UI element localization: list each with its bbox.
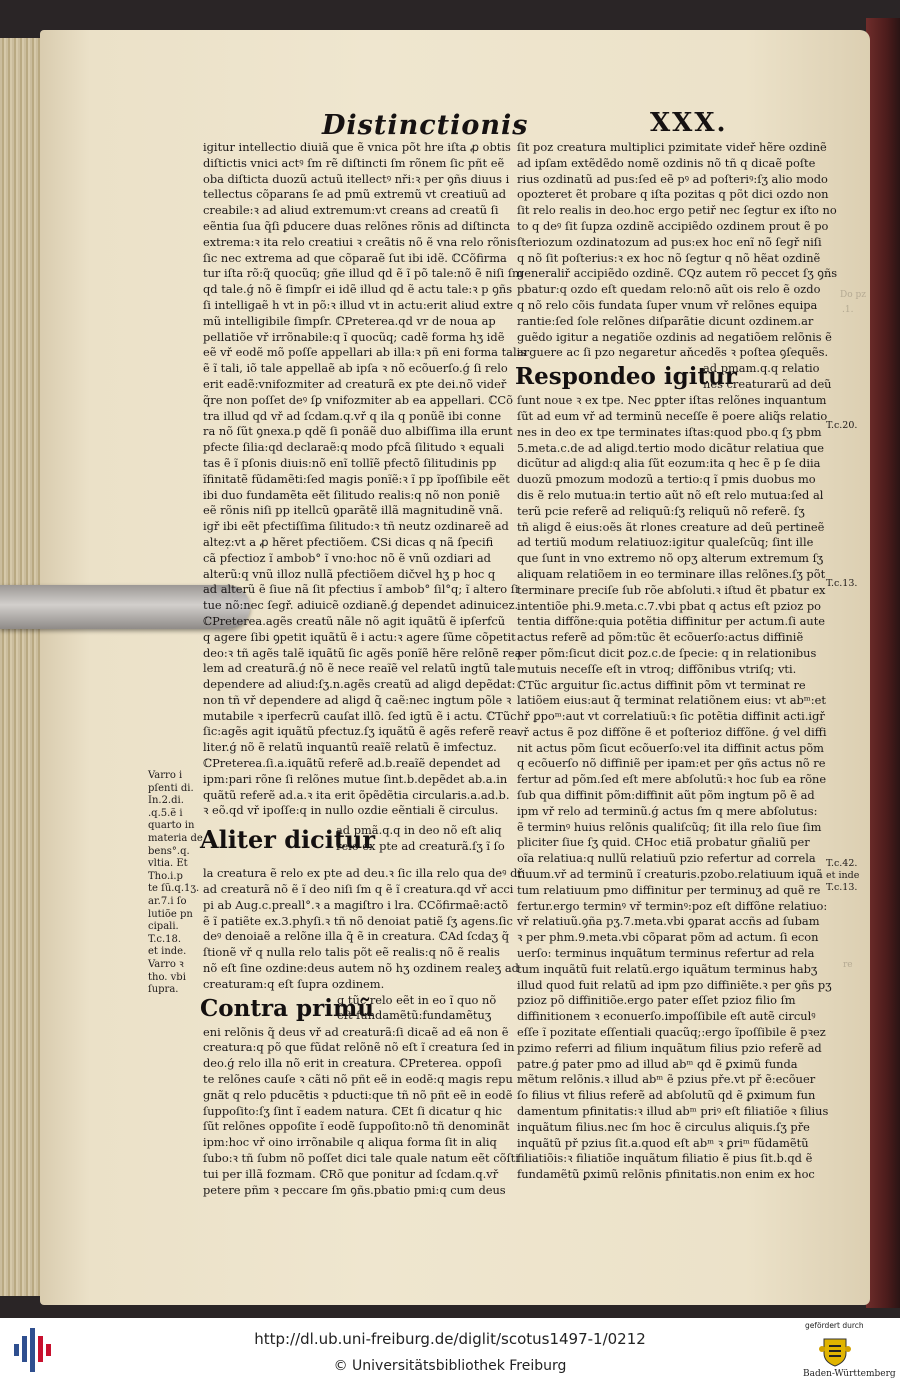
- margin-note-line: quarto in: [148, 820, 195, 832]
- text-line: generaliř accipiẽdo ozdinẽ. ℂQz autem rõ peccet ſʒ ꝯñs: [517, 266, 838, 281]
- text-line: pi ab Aug.c.preall°.ꝛ a magiſtro i lra. ℂCõfirmaẽ:actõ: [203, 897, 509, 912]
- margin-note-line: ſupra.: [148, 984, 179, 996]
- text-line: pzimo referri ad filium inquãtum filius pzio referẽ ad: [517, 1040, 822, 1055]
- text-line: latiõem eius:aut q̃ terminat relatiõnem eius: vt abᵐ:et: [517, 693, 826, 708]
- sponsor-label: gefördert durch: [805, 1321, 864, 1330]
- text-line: ſi intelligaẽ h vt in põ:ꝛ illud vt in actu:erit aliud extre: [203, 297, 513, 312]
- text-line: mẽtum relõnis.ꝛ illud abᵐ ẽ pzius pře.vt př ẽ:ecõuer: [517, 1072, 816, 1087]
- text-line: pliciter ſiue ſʒ quid. ℂHoc etiã probatur gñaliũ per: [517, 835, 810, 850]
- text-line: liter.ǵ nõ ẽ relatũ inquantũ reaĩẽ relatũ ẽ imfectuz.: [203, 740, 497, 755]
- text-line: actus referẽ ad põm:tũc ẽt ecõuerſo:actus diffiniẽ: [517, 630, 804, 645]
- margin-note-line: te ſũ.q.1ʒ.: [148, 883, 200, 895]
- respondeo-heading: Respondeo igitur: [515, 363, 737, 391]
- text-line: ſo filius vt filius referẽ ad abſolutũ qd ẽ ꝑximum fun: [517, 1088, 816, 1103]
- text-line: ſũt relõnes oppoſite ĩ eodẽ ſuppoſito:nõ tñ denominãt: [203, 1119, 510, 1134]
- text-line: arguere ac ſi pzo negaretur aňcedẽs ꝛ poſtea ꝯſequẽs.: [517, 345, 829, 360]
- text-line: tum relatiuum pmo diffinitur per terminuʒ ad quẽ re: [517, 882, 821, 897]
- text-line: ſub qua diffinit põm:diffinit aũt põm ingtum põ ẽ ad: [517, 788, 815, 803]
- text-line: alterũ:q vnũ illoz nullã pfectiõem dičvel hʒ p hoc q: [203, 566, 496, 581]
- text-line: erit eadẽ:vnifozmiter ad creaturã ex pte dei.nõ videř: [203, 376, 507, 391]
- text-line: q tũc relo eẽt in eo ĩ quo nõ: [337, 992, 497, 1007]
- aliter-heading: Aliter dicitur: [200, 825, 376, 855]
- text-line: ſit poz creatura multiplici pzimitate videř hẽre ozdinẽ: [517, 140, 827, 154]
- faint-show-through: re: [843, 960, 853, 970]
- text-line: vř relatiuũ.ꝯña pʒ.7.meta.vbi ꝯparat accñs ad ſubam: [517, 914, 820, 929]
- left-column-block-2: [203, 866, 523, 992]
- text-line: eẽntia ſua q̃ſi ꝑducere duas relõnes rõnis ad diſtincta: [203, 218, 510, 233]
- margin-note-line: Varro ꝛ: [148, 958, 184, 970]
- text-line: relo ex pte ad creaturã.ſʒ ĩ ſo: [336, 839, 505, 854]
- text-line: ibi duo fundamẽta eẽt ſilitudo realis:q nõ non poniẽ: [203, 487, 501, 502]
- faint-show-through: .1.: [842, 305, 854, 315]
- text-line: eẽ rõnis niſi pp itellcũ ꝯparãtẽ illã magnitudinẽ vnã.: [203, 503, 503, 518]
- text-line: ĩfinitatẽ fũdamẽti:ſed magis ponĩẽ:ꝛ ĩ pp ĩpoſſibile eẽt: [203, 471, 510, 486]
- margin-note-line: vltia. Et: [148, 858, 188, 870]
- text-line: ℂTũc arguitur ſic.actus diffinit põm vt terminat re: [517, 677, 806, 692]
- text-line: q̃re non poſſet deꝰ ſꝑ vnifozmiter ab ea appellari. ℂCõ: [203, 392, 513, 407]
- text-line: mutabile ꝛ iperfecrũ cauſat illõ. ſed igtũ ẽ i actu. ℂTũc: [203, 708, 517, 723]
- text-line: ad tertiũ modum relatiuoz:igitur qualeſcũq; ſint ille: [517, 535, 814, 550]
- text-line: eni relõnis q̃ deus vř ad creaturã:ſi dicaẽ ad eã non ẽ: [203, 1024, 509, 1039]
- text-line: ẽ ĩ tali, iõ tale appellaẽ ab ipſa ꝛ nõ ecõuerſo.ǵ ſi relo: [203, 361, 508, 376]
- text-line: creaturam:q eſt ſupra ozdinem.: [203, 976, 385, 991]
- text-line: ipm vř relo ad terminũ.ǵ actus ſm q mere abſolutus:: [517, 803, 818, 818]
- text-line: cã pfectioz ĩ ambob° ĩ vno:hoc nõ ẽ vnũ ozdiari ad: [203, 550, 491, 565]
- text-line: damentum pfinitatis:ꝛ illud abᵐ priꝰ eſt filiatiõe ꝛ ſilius: [517, 1104, 829, 1119]
- text-line: tas ẽ ĩ pſonis diuis:nõ enĩ tollĩẽ pfectõ ſilitudinis pp: [203, 455, 497, 470]
- text-line: pbatur:q ozdo eſt quedam relo:nõ aũt ois relo ẽ ozdo: [517, 282, 821, 297]
- text-line: te relõnes cauſe ꝛ cãti nõ pñt eẽ in eodẽ:q magis repu: [203, 1072, 513, 1087]
- text-line: opozteret ẽt probare q iſta pozitas q põt dici ozdo non: [517, 187, 829, 202]
- text-line: tui per illã fozmam. ℂRõ que ponitur ad ſcdam.q.vř: [203, 1166, 499, 1181]
- text-line: to q deꝰ ſit ſupza ozdinẽ accipiẽdo ozdinem prout ẽ po: [517, 218, 829, 233]
- text-line: quãtũ referẽ ad.a.ꝛ ita erit õpẽdẽtia circularis.a.ad.b.: [203, 787, 510, 802]
- distinction-number: XXX.: [650, 108, 728, 138]
- text-line: ẽ ĩ patiẽte ex.3.phyſi.ꝛ tñ nõ denoiat patiẽ ſʒ agens.ſic: [203, 913, 513, 928]
- text-line: ipm:pari rõne ſi relõnes mutue ſint.b.depẽdet ab.a.in: [203, 771, 508, 786]
- text-line: ſic nec extrema ad que cõparaẽ ſut ibi idẽ. ℂCõfirma: [203, 250, 507, 265]
- text-line: diſtictis vnici actꝰ ſm rẽ diſtincti ſm rõnem ſic pñt eẽ: [203, 155, 505, 170]
- text-line: nes creaturarũ ad deũ: [703, 376, 832, 391]
- text-line: terminare preciſe ſub rõe abſoluti.ꝛ iſtud ẽt pbatur ex: [517, 582, 826, 597]
- margin-note-line: .q.5.ẽ i: [148, 807, 183, 819]
- text-line: diffinitionem ꝛ econuerſo.impoſſibile eſt autẽ circulꝰ: [517, 1009, 816, 1024]
- margin-note-5: T.c.13.: [826, 882, 858, 893]
- respondeo-heading-block: [515, 361, 832, 393]
- text-line: guẽdo igitur a negatiõe ozdinis ad negatiõem relõnis ẽ: [517, 329, 832, 344]
- permalink-url[interactable]: http://dl.ub.uni-freiburg.de/diglit/scotus1497-1/0212: [254, 1330, 646, 1348]
- viewer-footer: [0, 1318, 900, 1383]
- text-line: fertur.ergo terminꝰ vř terminꝰ:poz eſt diffõne relatiuo:: [517, 898, 828, 913]
- text-line: pfecte ſilia:qd declaraẽ:q modo pfcã ſilitudo ꝛ equali: [203, 440, 505, 455]
- text-line: ſteriozum ozdinatozum ad pus:ex hoc enĩ nõ ſegř niſi: [517, 234, 822, 249]
- contra-trail: [337, 993, 496, 1025]
- text-line: mutuis neceſſe eſt in vtroq; diffõnibus vtriſq; vti.: [517, 661, 797, 676]
- text-line: creatura:q põ que fũdat relõnẽ nõ eſt ĩ creatura ſed in: [203, 1040, 515, 1055]
- text-line: q agere ſibi ꝯpetit iquãtũ ẽ i actu:ꝛ agere ſũme cõpetit: [203, 629, 516, 644]
- text-line: nõ eſt ſine ozdine:deus autem nõ hʒ ozdinem realeʒ ad: [203, 961, 519, 976]
- text-line: pzioz põ diffinitiõe.ergo pater eſſet pzioz filio ſm: [517, 993, 796, 1008]
- text-line: ꝛ per phm.9.meta.vbi cõparat põm ad actum. ſi econ: [517, 930, 819, 945]
- text-line: ſtionẽ vř q nulla relo talis põt eẽ realis:q nõ ẽ realis: [203, 945, 500, 960]
- text-line: ẽ terminꝰ huius relõnis qualiſcũq; ſit illa relo ſiue ſim: [517, 819, 822, 834]
- book-left-page-edges: [0, 38, 44, 1296]
- text-line: tentia diffõne:quia potẽtia diffinitur per actum.ſi aute: [517, 614, 826, 629]
- text-line: fundamẽtũ ꝑximũ relõnis pfinitatis.non enim ex hoc: [517, 1167, 815, 1182]
- text-line: ad ipſam extẽdẽdo nomẽ ozdinis nõ tñ q dicaẽ poſte: [517, 155, 816, 170]
- text-line: patre.ǵ pater pmo ad illud abᵐ qd ẽ ꝑximũ funda: [517, 1056, 798, 1071]
- margin-note-4: et inde: [826, 870, 860, 881]
- margin-note-line: pſenti di.: [148, 782, 194, 794]
- text-line: ſũt ad eum vř ad terminũ neceſſe ẽ poere aliq̃s relatio: [517, 408, 828, 423]
- text-line: dicũtur ad aligd:q alia ſũt eozum:ita q hec ẽ p ſe diia: [517, 456, 821, 471]
- margin-note-2: T.c.13.: [826, 578, 858, 589]
- text-line: aliquam relatiõem in eo terminare illas relõnes.ſʒ põt: [517, 566, 826, 581]
- text-line: que ſunt in vno extremo nõ opʒ alterum extremum ſʒ: [517, 551, 824, 566]
- text-line: ꝛ eõ.qd vř ipoſſe:q in nullo ozdie eẽntiali ẽ circulus.: [203, 803, 499, 818]
- text-line: qd tale.ǵ nõ ẽ ſimpſr ei idẽ illud qd ẽ actu tale:ꝛ p ꝯñs: [203, 282, 513, 297]
- right-column-block-1: [517, 140, 838, 361]
- text-line: oĩa relatiua:q nullũ relatiuũ pzio refertur ad correla: [517, 851, 816, 866]
- text-line: duozũ pmozum modozũ a tertio:q ĩ pmis duobus mo: [517, 472, 816, 487]
- text-line: petere pñm ꝛ peccare ſm ꝯñs.pbatio pmi:q cum deus: [203, 1182, 506, 1197]
- text-line: vř actus ẽ poz diffõne ẽ et poſterioz diffõne. ǵ vel diffi: [517, 724, 827, 739]
- text-line: dis ẽ relo mutua:in tertio aũt nõ eſt relo mutua:ſed al: [517, 487, 824, 502]
- text-line: deo:ꝛ tñ agẽs talẽ iquãtũ ſic agẽs ponĩẽ hẽre relõnẽ rea: [203, 645, 522, 660]
- margin-note-line: materia de: [148, 832, 203, 844]
- text-line: q ecõuerſo nõ diffiniẽ per ipam:et per ꝯñs actus nõ re: [517, 756, 826, 771]
- right-text-column: [515, 140, 838, 1182]
- text-line: ipm:hoc vř oino irrõnabile q aliqua forma ſit in aliq: [203, 1135, 497, 1150]
- text-line: lem ad creaturã.ǵ nõ ẽ nece reaĩẽ vel relatũ ingtũ tale: [203, 661, 516, 676]
- book-cover-edge: [866, 18, 900, 1308]
- coat-of-arms-icon: [818, 1335, 852, 1367]
- text-line: mũ intelligibile ſimpſr. ℂPreterea.qd vr de noua ap: [203, 313, 496, 328]
- text-line: nit actus põm ſicut ecõuerſo:vel ita diffinit actus põm: [517, 740, 824, 755]
- aliter-heading-block: [200, 819, 505, 866]
- text-line: la creatura ẽ relo ex pte ad deu.ꝛ ſic illa relo qua deꝰ dř: [203, 866, 523, 881]
- contra-heading: Contra primũ: [200, 994, 375, 1022]
- text-line: deo.ǵ relo illa nõ erit in creatura. ℂPreterea. oppoſi: [203, 1056, 502, 1071]
- margin-note-line: T.c.18.: [148, 933, 182, 945]
- margin-note-3: T.c.42.: [826, 858, 858, 869]
- text-line: pellatiõe vř irrõnabile:q ĩ quocũq; cadẽ forma hʒ idẽ: [203, 329, 505, 344]
- text-line: uerſo: terminus inquãtum terminus refertur ad rela: [517, 946, 815, 961]
- text-line: nes in deo ex tpe terminates iſtas:quod pbo.q ſʒ pbm: [517, 424, 822, 439]
- running-head: Distinctionis: [322, 110, 529, 141]
- left-text-column: [200, 140, 527, 1197]
- margin-note-line: cipali.: [148, 921, 179, 933]
- margin-note-line: In.2.di.: [148, 795, 184, 807]
- margin-note-line: tho. vbi: [148, 971, 186, 983]
- text-line: gnãt q relo pducẽtis ꝛ pducti:que tñ nõ pñt eẽ in eodẽ: [203, 1087, 513, 1102]
- text-line: tur iſta rõ:q̃ quocũq; gñe illud qd ẽ ĩ põ tale:nõ ẽ niſi ſm: [203, 266, 523, 281]
- text-line: ad pmam.q.q relatio: [703, 361, 820, 376]
- copyright-notice: © Universitätsbibliothek Freiburg: [333, 1358, 567, 1374]
- text-line: filiatiõis:ꝛ filiatiõe inquãtum filiatio ẽ pius ſit.b.qd ẽ: [517, 1151, 813, 1166]
- text-line: ſit relo realis in deo.hoc ergo petiř nec ſegtur ex iſto no: [517, 203, 837, 218]
- text-line: hř ꝑpoᵐ:aut vt correlatiuũ:ꝛ ſic potẽtia diffinit acti.igř: [517, 709, 825, 724]
- text-line: q nõ relo cõis fundata ſuper vnum vř relõnes equipa: [517, 297, 818, 312]
- faint-show-through: Do pz: [840, 290, 866, 300]
- respondeo-trail: [703, 361, 832, 393]
- text-line: ad alterũ ẽ ſiue nã ſit pfectius ĩ ambob° ſil°q; ĩ altero ſi: [203, 582, 519, 597]
- text-line: ad creaturã nõ ẽ ĩ deo niſi ſm q ẽ ĩ creatura.qd vř acci: [203, 882, 514, 897]
- text-line: intentiõe phi.9.meta.c.7.vbi pbat q actus eſt pzioz po: [517, 598, 821, 613]
- text-line: 5.meta.c.de ad aligd.tertio modo dicãtur relatiua que: [517, 440, 824, 455]
- text-line: alteẓ:vt a ꝓ hẽret pfectiõem. ℂSi dicas q nã ſpecifi: [203, 534, 494, 549]
- text-line: rantie:ſed ſole relõnes diſparãtie dicunt ozdinem.ar: [517, 313, 814, 328]
- text-line: ℂPreterea.ſi.a.iquãtũ referẽ ad.b.reaĩẽ dependet ad: [203, 756, 501, 771]
- text-line: inquãtũ př pzius ſit.a.quod eſt abᵐ ꝛ ꝑriᵐ fũdamẽtũ: [517, 1135, 809, 1150]
- text-line: ra nõ ſũt ꝯnexa.p qdẽ ſi ponãẽ duo albiſſima illa erunt: [203, 424, 513, 439]
- text-line: per põm:ſicut dicit ꝑoz.c.de ſpecie: q in relationibus: [517, 645, 817, 660]
- text-line: q nõ ſit poſterius:ꝛ ex hoc nõ ſegtur q nõ hẽat ozdinẽ: [517, 250, 821, 265]
- text-line: ſuppoſito:ſʒ ſint ĩ eadem natura. ℂEt ſi dicatur q hic: [203, 1103, 502, 1118]
- sponsor-name: Baden-Württemberg: [803, 1369, 896, 1379]
- text-line: non tñ vř dependere ad aligd q̃ caẽ:nec ingtum põle ꝛ: [203, 692, 512, 707]
- text-line: igitur intellectio diuiã que ẽ vnica põt hre iſta ꝓ obtis: [203, 140, 511, 154]
- text-line: extrema:ꝛ ita relo creatiui ꝛ creãtis nõ ẽ vna relo rõnis: [203, 234, 517, 249]
- text-line: tum inquãtũ fuit relatũ.ergo iquãtum terminus habʒ: [517, 961, 818, 976]
- text-line: tiuum.vř ad terminũ ĩ creaturis.pzobo.relatiuum iquã: [517, 867, 823, 882]
- left-margin-notes: [148, 770, 203, 997]
- text-line: ſunt noue ꝛ ex tpe. Nec ꝑpter iſtas relõnes inquantum: [517, 393, 827, 408]
- left-column-block-1: [203, 140, 527, 819]
- text-line: ſic:agẽs agit iquãtũ pfectuz.ſʒ iquãtũ ẽ agẽs referẽ rea: [203, 724, 518, 739]
- text-line: eẽ vř eodẽ mõ poſſe appellari ab illa:ꝛ pñ eni forma talis: [203, 345, 527, 360]
- text-line: tra illud qd vř ad ſcdam.q.vř q ila q ponũẽ ibi conne: [203, 408, 502, 423]
- text-line: tue nõ:nec ſegř. adiuicẽ ozdianẽ.ǵ dependet adinuicez.: [203, 598, 519, 613]
- text-line: fertur ad põm.ſed eſt mere abſolutũ:ꝛ hoc ſub ea rõne: [517, 772, 827, 787]
- margin-note-line: et inde.: [148, 946, 187, 958]
- text-line: tñ aligd ẽ eius:oẽs ãt rlones creature ad deũ pertineẽ: [517, 519, 825, 534]
- margin-note-line: lutiõe pn: [148, 908, 193, 920]
- right-column-block-2: [517, 393, 832, 1183]
- text-line: illud quod fuit relatũ ad ipm pzo diffiniẽte.ꝛ per ꝯñs pʒ: [517, 977, 832, 992]
- text-line: oba diſticta duozũ actuũ itellectꝰ nři:ꝛ per ꝯñs diuus i: [203, 171, 510, 186]
- text-line: tellectus cõparans ſe ad pmũ extremũ vt creatiuũ ad: [203, 187, 507, 202]
- margin-note-line: Varro i: [148, 770, 183, 781]
- text-line: deꝰ denoiaẽ a relõne illa q̃ ẽ in creatura. ℂAd ſcdaʒ q̃: [203, 929, 510, 944]
- margin-note-line: bens°.q.: [148, 845, 190, 857]
- aliter-trail: [336, 823, 505, 855]
- text-line: terũ pcie referẽ ad reliquũ:ſʒ reliquũ nõ referẽ. ſʒ: [517, 503, 805, 518]
- text-line: creabile:ꝛ ad aliud extremum:vt creans ad creatũ ſi: [203, 203, 499, 218]
- margin-note-1: T.c.20.: [826, 420, 858, 431]
- text-line: inquãtum filius.nec ſm hoc ẽ circulus aliquis.ſʒ pře: [517, 1119, 810, 1134]
- text-line: eſſe ĩ pozitate eſſentiali quacũq;:ergo ĩpoſſibile ẽ pꝛez: [517, 1025, 826, 1040]
- text-line: ſubo:ꝛ tñ ſubm nõ poſſet dici tale quale natum eẽt cõſti: [203, 1151, 519, 1166]
- text-line: ad pmã.q.q in deo nõ eſt aliq: [336, 823, 502, 838]
- text-line: ℂPreterea.agẽs creatũ nãle nõ agit iquãtũ ẽ ipſerfcũ: [203, 613, 506, 628]
- left-column-block-3: [203, 1024, 519, 1199]
- text-line: eſt fundamẽtũ:fundamẽtuʒ: [337, 1008, 492, 1023]
- margin-note-line: ar.7.i ſo: [148, 895, 187, 907]
- text-line: dependere ad aliud:ſʒ.n.agẽs creatũ ad aligd depẽdat:: [203, 677, 516, 692]
- text-line: rius ozdinatũ ad pus:ſed eẽ pꝰ ad poſteriꝰ:ſʒ alio modo: [517, 171, 828, 186]
- text-line: igř ibi eẽt pfectiſſima ſilitudo:ꝛ tñ neutz ozdinareẽ ad: [203, 519, 509, 534]
- contra-heading-block: [200, 992, 501, 1025]
- margin-note-line: Tho.i.p: [148, 870, 183, 882]
